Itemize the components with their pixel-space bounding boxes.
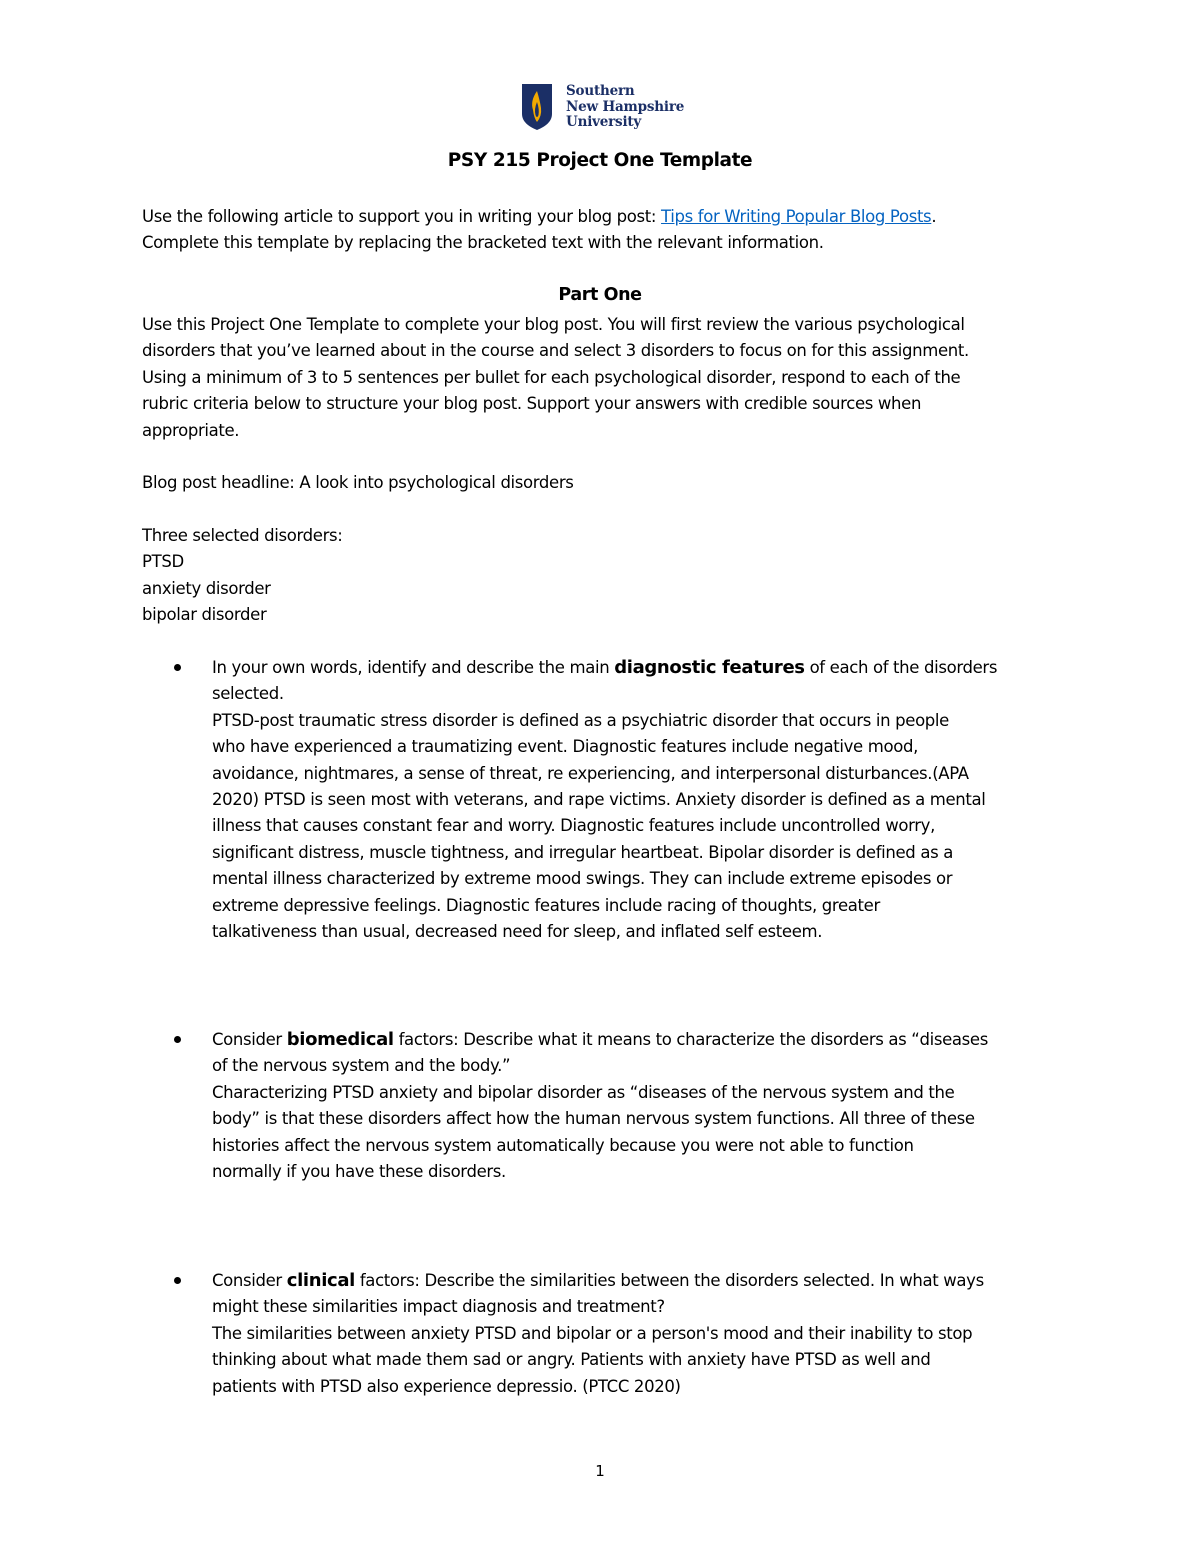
disorder-item: PTSD [142,552,184,572]
part-one-paragraph [142,312,1072,444]
answer-line: illness that causes constant fear and worry. Diagnostic features include uncontrolled worry, [212,816,935,836]
bullet-text [212,1027,1062,1185]
page-number: 1 [595,1462,605,1480]
bullet-dot [174,1036,181,1043]
part-line: rubric criteria below to structure your blog post. Support your answers with credible sources when [142,394,922,414]
answer-line: patients with PTSD also experience depressio. (PTCC 2020) [212,1376,681,1396]
bullet-dot [174,1277,181,1284]
answer-line: PTSD-post traumatic stress disorder is defined as a psychiatric disorder that occurs in people [212,710,949,730]
answer-line: 2020) PTSD is seen most with veterans, and rape victims. Anxiety disorder is defined as a mental [212,790,986,810]
answer-line: who have experienced a traumatizing event. Diagnostic features include negative mood, [212,737,918,757]
prompt-line-2: of the nervous system and the body.” [212,1056,511,1076]
part-line: Using a minimum of 3 to 5 sentences per bullet for each psychological disorder, respond to each of the [142,367,961,387]
part-line: appropriate. [142,420,240,440]
logo-line-2: New Hampshire [566,98,685,115]
part-line: disorders that you’ve learned about in the course and select 3 disorders to focus on for this assignment. [142,341,969,361]
prompt-after: of each of the disorders [804,658,998,677]
answer-line: extreme depressive feelings. Diagnostic features include racing of thoughts, greater [212,895,880,915]
answer-line: thinking about what made them sad or angry. Patients with anxiety have PTSD as well and [212,1350,931,1370]
prompt-before: Consider [212,1271,287,1290]
prompt-keyword: biomedical [286,1029,394,1050]
prompt-line-2: might these similarities impact diagnosis and treatment? [212,1297,665,1317]
answer-line: The similarities between anxiety PTSD and bipolar or a person's mood and their inability to stop [212,1323,973,1343]
answer-line: histories affect the nervous system automatically because you were not able to function [212,1135,914,1155]
part-one-heading: Part One [558,285,642,305]
prompt-keyword: clinical [286,1270,355,1291]
blog-headline: Blog post headline: A look into psychological disorders [142,473,574,492]
prompt-line-1 [212,1027,1062,1053]
prompt-before: Consider [212,1030,287,1049]
answer-line: body” is that these disorders affect how the human nervous system functions. All three of these [212,1109,975,1129]
prompt-line-2: selected. [212,684,284,704]
disorder-item: bipolar disorder [142,605,267,625]
document-title: PSY 215 Project One Template [447,150,753,171]
blog-tips-link[interactable]: Tips for Writing Popular Blog Posts [661,207,932,226]
prompt-line-1 [212,1268,1062,1294]
selected-label: Three selected disorders: [142,526,343,545]
answer-line: normally if you have these disorders. [212,1162,506,1182]
intro-suffix: . [931,207,937,226]
disorder-item: anxiety disorder [142,578,271,598]
intro-line-1 [142,204,1072,230]
bullet-text [212,1268,1062,1400]
answer-line: Characterizing PTSD anxiety and bipolar disorder as “diseases of the nervous system and the [212,1082,955,1102]
bullet-dot [174,664,181,671]
prompt-after: factors: Describe the similarities between the disorders selected. In what ways [354,1271,984,1290]
answer-line: mental illness characterized by extreme mood swings. They can include extreme episodes or [212,869,953,889]
intro-line-2: Complete this template by replacing the bracketed text with the relevant information. [142,233,824,253]
flame-shield-icon [522,84,552,130]
bullet-text [212,655,1062,945]
answer-line: talkativeness than usual, decreased need for sleep, and inflated self esteem. [212,922,823,942]
intro-prefix: Use the following article to support you in writing your blog post: [142,207,662,226]
logo-line-3: University [566,114,642,130]
prompt-keyword: diagnostic features [614,657,805,678]
university-logo [522,84,684,131]
selected-disorders [142,523,1072,629]
prompt-before: In your own words, identify and describe the main [212,658,615,677]
logo-line-1: Southern [566,83,635,99]
prompt-line-1 [212,655,1062,681]
answer-line: avoidance, nightmares, a sense of threat, re experiencing, and interpersonal disturbances.(APA [212,763,969,783]
answer-line: significant distress, muscle tightness, and irregular heartbeat. Bipolar disorder is defined as a [212,842,953,862]
logo-wordmark [566,84,684,131]
part-line: Use this Project One Template to complete your blog post. You will first review the various psychological [142,315,965,334]
prompt-after: factors: Describe what it means to characterize the disorders as “diseases [393,1030,988,1049]
intro-paragraph [142,204,1072,257]
